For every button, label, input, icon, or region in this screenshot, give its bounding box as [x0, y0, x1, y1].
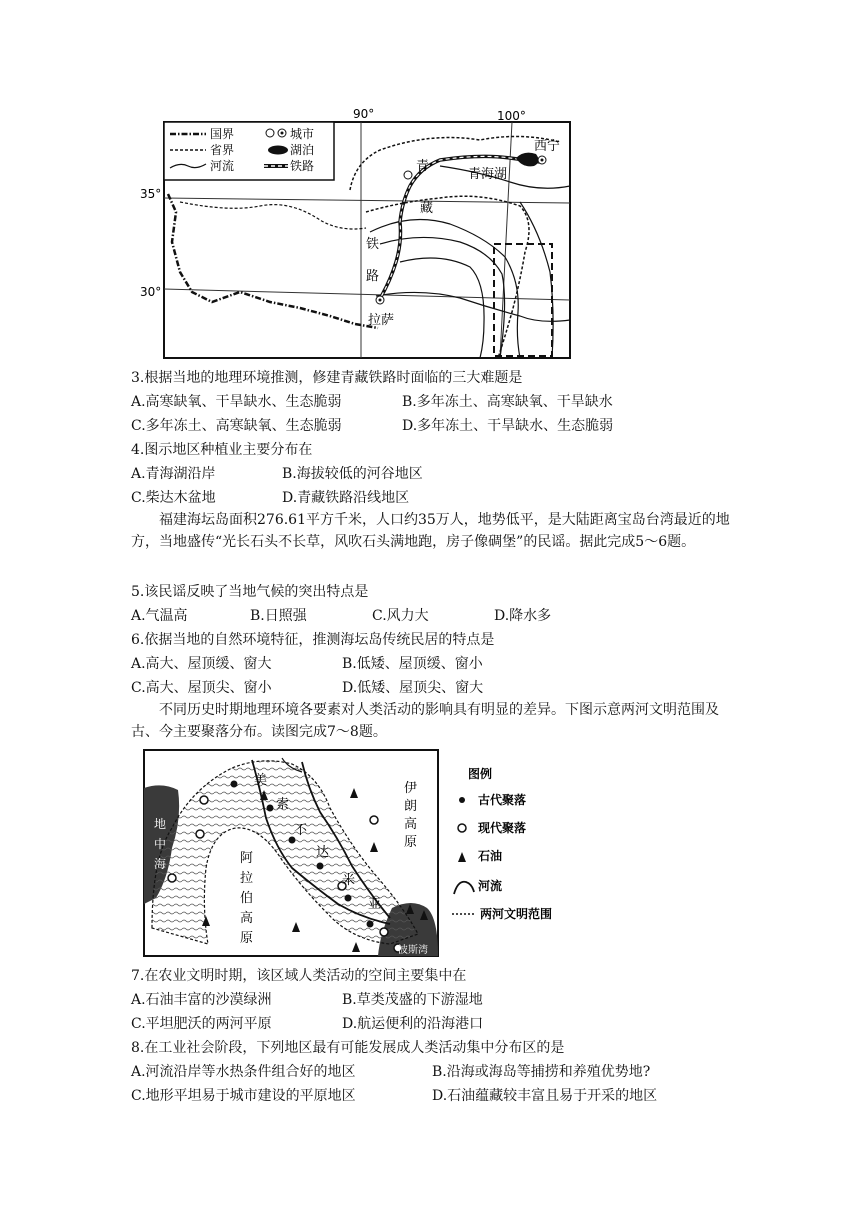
- label-arab-2: 拉: [240, 871, 254, 886]
- label-meso-1: 美: [254, 773, 268, 788]
- lon-90-label: 90°: [353, 107, 375, 121]
- city-golmud-icon: [404, 171, 412, 179]
- label-meso-2: 索: [276, 797, 290, 812]
- label-gulf: 波斯湾: [398, 945, 428, 956]
- q7-stem: 7.在农业文明时期，该区域人类活动的空间主要集中在: [131, 968, 467, 984]
- legend-range: 两河文明范围: [480, 907, 553, 921]
- label-meso-5: 米: [342, 873, 356, 888]
- q7-option-a: A.石油丰富的沙漠绿洲: [131, 992, 272, 1008]
- legend-province: 省界: [210, 143, 235, 157]
- q6-option-b: B.低矮、屋顶缓、窗小: [342, 656, 483, 672]
- label-qinghai-lake: 青海湖: [468, 167, 508, 182]
- legend-ancient: 古代聚落: [478, 793, 527, 807]
- q7-option-c: C.平坦肥沃的两河平原: [131, 1016, 272, 1032]
- modern-settlement: [200, 796, 208, 804]
- q5-option-a: A.气温高: [131, 608, 188, 624]
- label-iran-3: 高: [404, 817, 418, 832]
- label-meso-4: 达: [316, 845, 330, 860]
- q8-option-d: D.石油蕴藏较丰富且易于开采的地区: [432, 1088, 658, 1104]
- legend-ancient-icon: [459, 797, 465, 803]
- label-arab-3: 伯: [240, 891, 254, 906]
- legend-river: 河流: [478, 879, 503, 893]
- q7-option-d: D.航运便利的沿海港口: [342, 1016, 484, 1032]
- legend-railway: 铁路: [290, 159, 315, 173]
- label-lhasa: 拉萨: [368, 313, 395, 328]
- q3-stem: 3.根据当地的地理环境推测，修建青藏铁路时面临的三大难题是: [131, 370, 523, 386]
- q6-option-c: C.高大、屋顶尖、窗小: [131, 680, 272, 696]
- passage-haitan: 福建海坛岛面积276.61平方千米，人口约35万人，地势低平，是大陆距离宝岛台湾最近的地方，当地盛传“光长石头不长草，风吹石头满地跑，房子像碉堡”的民谣。据此完成5～6题。: [131, 512, 730, 550]
- ancient-settlement: [367, 921, 374, 928]
- q4-option-c: C.柴达木盆地: [131, 490, 216, 506]
- ancient-settlement: [231, 781, 238, 788]
- q4-stem: 4.图示地区种植业主要分布在: [131, 442, 313, 458]
- modern-settlement: [196, 830, 204, 838]
- q6-stem: 6.依据当地的自然环境特征，推测海坛岛传统民居的特点是: [131, 632, 495, 648]
- q4-option-b: B.海拔较低的河谷地区: [282, 466, 423, 482]
- q5-option-c: C.风力大: [372, 608, 429, 624]
- label-arab-5: 原: [240, 931, 254, 946]
- label-meso-6: 亚: [368, 897, 382, 912]
- legend-lake: 湖泊: [290, 143, 315, 157]
- label-med-3: 海: [154, 857, 167, 871]
- q4-option-d: D.青藏铁路沿线地区: [282, 490, 410, 506]
- legend-oil: 石油: [478, 849, 503, 863]
- legend-modern: 现代聚落: [478, 821, 527, 835]
- label-med-1: 地: [154, 817, 167, 831]
- map2-legend-title: 图例: [468, 767, 493, 781]
- q4-option-a: A.青海湖沿岸: [131, 466, 216, 482]
- label-rail-2: 藏: [420, 201, 434, 216]
- q8-option-a: A.河流沿岸等水热条件组合好的地区: [131, 1064, 356, 1080]
- modern-settlement: [380, 928, 388, 936]
- modern-settlement: [168, 874, 176, 882]
- q7-option-b: B.草类茂盛的下游湿地: [342, 992, 483, 1008]
- legend-modern-icon: [458, 824, 466, 832]
- legend-border: 国界: [210, 127, 235, 141]
- lake-icon: [268, 146, 288, 155]
- q3-option-b: B.多年冻土、高寒缺氧、干旱缺水: [402, 394, 613, 410]
- legend-oil-icon: [458, 852, 466, 862]
- label-iran-1: 伊: [404, 781, 418, 796]
- legend-river: 河流: [210, 159, 235, 173]
- qinghai-tibet-map: [140, 102, 580, 364]
- ancient-settlement: [267, 805, 274, 812]
- label-xining: 西宁: [534, 139, 561, 154]
- q3-option-d: D.多年冻土、干旱缺水、生态脆弱: [402, 418, 614, 434]
- label-meso-3: 不: [294, 823, 308, 838]
- ancient-settlement: [345, 895, 352, 902]
- mesopotamia-map: [142, 748, 598, 960]
- q6-option-d: D.低矮、屋顶尖、窗大: [342, 680, 484, 696]
- q8-option-c: C.地形平坦易于城市建设的平原地区: [131, 1088, 356, 1104]
- lat-35-label: 35°: [140, 187, 162, 201]
- q8-option-b: B.沿海或海岛等捕捞和养殖优势地?: [432, 1064, 651, 1080]
- q3-option-c: C.多年冻土、高寒缺氧、生态脆弱: [131, 418, 342, 434]
- lon-100-label: 100°: [497, 109, 526, 123]
- label-arab-4: 高: [240, 911, 254, 926]
- label-arab-1: 阿: [240, 851, 254, 866]
- label-rail-3: 铁: [366, 237, 380, 252]
- label-iran-2: 朗: [404, 799, 418, 814]
- q8-stem: 8.在工业社会阶段，下列地区最有可能发展成人类活动集中分布区的是: [131, 1040, 565, 1056]
- ancient-settlement: [317, 863, 324, 870]
- label-iran-4: 原: [404, 835, 418, 850]
- modern-settlement: [370, 816, 378, 824]
- q3-option-a: A.高寒缺氧、干旱缺水、生态脆弱: [131, 394, 342, 410]
- label-rail-4: 路: [366, 269, 380, 284]
- q5-stem: 5.该民谣反映了当地气候的突出特点是: [131, 584, 369, 600]
- q6-option-a: A.高大、屋顶缓、窗大: [131, 656, 272, 672]
- legend-city: 城市: [290, 127, 315, 141]
- label-med-2: 中: [154, 837, 167, 851]
- lat-30-label: 30°: [140, 285, 162, 299]
- legend-river-icon: [454, 882, 474, 894]
- passage-mesopotamia: 不同历史时期地理环境各要素对人类活动的影响具有明显的差异。下图示意两河文明范围及古、今主要聚落分布。读图完成7～8题。: [131, 702, 719, 740]
- label-rail-1: 青: [416, 159, 430, 174]
- q5-option-b: B.日照强: [250, 608, 307, 624]
- q5-option-d: D.降水多: [494, 608, 552, 624]
